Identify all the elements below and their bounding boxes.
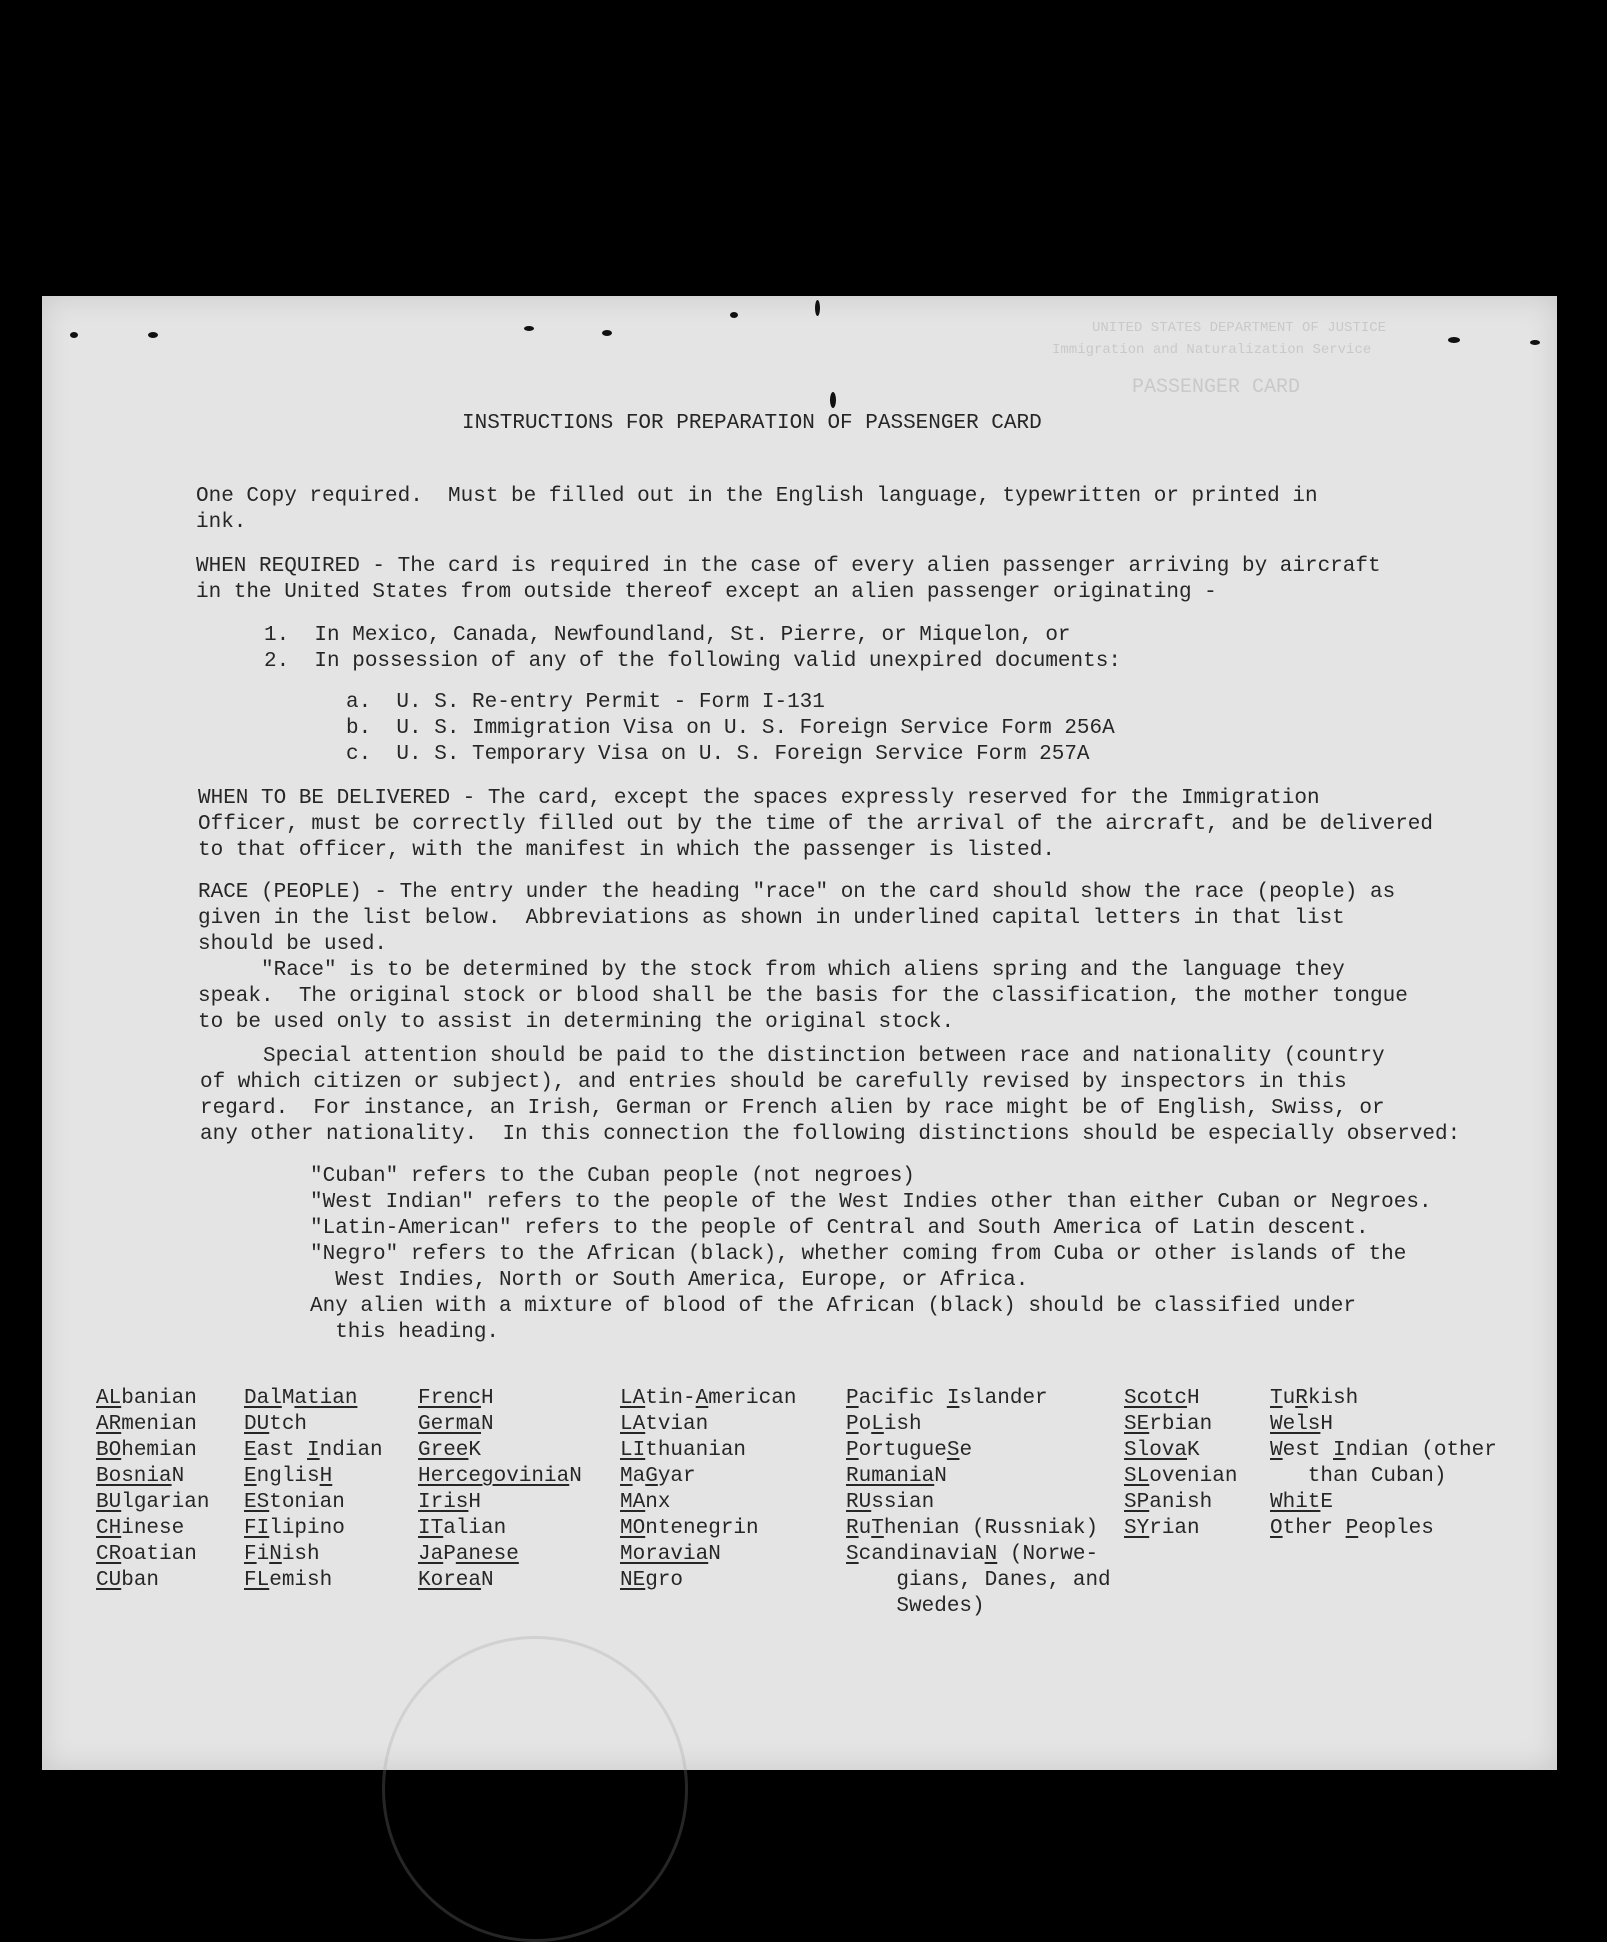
race-entry: FrencH	[418, 1387, 494, 1410]
bleed-through-text: Immigration and Naturalization Service	[1052, 342, 1372, 358]
race-entry: BosniaN	[96, 1465, 185, 1488]
race-column-3	[418, 1386, 582, 1594]
race-entry: Swedes)	[846, 1595, 985, 1618]
race-column-2	[244, 1386, 383, 1594]
race-entry: IrisH	[418, 1491, 482, 1514]
race-entry: FIlipino	[244, 1517, 345, 1540]
race-entry: BUlgarian	[96, 1491, 210, 1514]
race-entry: SLovenian	[1124, 1465, 1238, 1488]
documents-list: a. U. S. Re-entry Permit - Form I-131 b. U. S. Immigration Visa on U. S. Foreign Service Form 256A c. U. S. Temporary Visa on U. S. Foreign Service Form 257A	[346, 691, 1115, 766]
race-entry: LIthuanian	[620, 1439, 747, 1462]
race-entry: MaGyar	[620, 1465, 696, 1488]
race-entry: GermaN	[418, 1413, 494, 1436]
ink-speck	[70, 332, 78, 338]
race-entry: LAtvian	[620, 1413, 709, 1436]
ink-speck	[730, 312, 738, 318]
race-entry: Pacific Islander	[846, 1387, 1048, 1410]
ink-speck	[830, 392, 836, 408]
race-entry: EStonian	[244, 1491, 345, 1514]
race-entry: ScandinaviaN (Norwe-	[846, 1543, 1099, 1566]
race-entry: Other Peoples	[1270, 1517, 1434, 1540]
race-entry: KoreaN	[418, 1569, 494, 1592]
race-entry: CRoatian	[96, 1543, 197, 1566]
race-entry: PortugueSe	[846, 1439, 973, 1462]
race-entry: TuRkish	[1270, 1387, 1359, 1410]
document-title: INSTRUCTIONS FOR PREPARATION OF PASSENGER CARD	[462, 412, 1042, 435]
race-entry: DUtch	[244, 1413, 308, 1436]
race-entry: ITalian	[418, 1517, 507, 1540]
race-entry: EnglisH	[244, 1465, 333, 1488]
race-entry: BOhemian	[96, 1439, 197, 1462]
numbered-conditions: 1. In Mexico, Canada, Newfoundland, St. Pierre, or Miquelon, or 2. In possession of any of the following valid unexpired documents:	[264, 624, 1121, 673]
race-entry: SYrian	[1124, 1517, 1200, 1540]
race-entry: NEgro	[620, 1569, 684, 1592]
race-column-7	[1270, 1386, 1497, 1542]
race-paragraph: RACE (PEOPLE) - The entry under the heading "race" on the card should show the race (people) as given in the list below. Abbreviations as shown in underlined capital letters in that list should be used. "Race" is to be determined by the stock from which aliens spring and the language they speak. The original stock or blood shall be the basis for the classification, the mother tongue to be used only to assist in determining the original stock.	[198, 881, 1408, 1034]
race-entry: RumaniaN	[846, 1465, 947, 1488]
race-entry: SErbian	[1124, 1413, 1213, 1436]
race-entry: ALbanian	[96, 1387, 197, 1410]
race-column-6	[1124, 1386, 1237, 1542]
race-entry: WelsH	[1270, 1413, 1334, 1436]
race-column-1	[96, 1386, 209, 1594]
race-entry: SPanish	[1124, 1491, 1213, 1514]
special-attention-paragraph: Special attention should be paid to the distinction between race and nationality (country of which citizen or subject), and entries should be carefully revised by inspectors in this regard. For instance, an Irish, German or French alien by race might be of English, Swiss, or any other nationality. In this connection the following distinctions should be especially observed:	[200, 1045, 1461, 1146]
race-entry: East Indian	[244, 1439, 383, 1462]
ink-speck	[1530, 340, 1540, 345]
race-entry: West Indian (other	[1270, 1439, 1497, 1462]
race-entry: LAtin-American	[620, 1387, 797, 1410]
when-required-paragraph: WHEN REQUIRED - The card is required in the case of every alien passenger arriving by aircraft in the United States from outside thereof except an alien passenger originating -	[196, 555, 1381, 604]
intro-paragraph: One Copy required. Must be filled out in the English language, typewritten or printed in ink.	[196, 485, 1318, 534]
faded-stamp	[382, 1636, 688, 1942]
ink-speck	[524, 326, 534, 331]
race-entry: PoLish	[846, 1413, 922, 1436]
ink-speck	[1448, 337, 1460, 343]
race-entry: ScotcH	[1124, 1387, 1200, 1410]
race-entry: JaPanese	[418, 1543, 519, 1566]
ink-speck	[148, 332, 158, 338]
race-column-5	[846, 1386, 1111, 1620]
race-entry: than Cuban)	[1270, 1465, 1447, 1488]
race-entry: HercegoviniaN	[418, 1465, 582, 1488]
race-entry: GreeK	[418, 1439, 482, 1462]
race-entry: gians, Danes, and	[846, 1569, 1111, 1592]
bleed-through-text: UNITED STATES DEPARTMENT OF JUSTICE	[1092, 320, 1387, 336]
race-entry: CUban	[96, 1569, 160, 1592]
race-entry: SlovaK	[1124, 1439, 1200, 1462]
race-entry: RUssian	[846, 1491, 935, 1514]
race-entry: WhitE	[1270, 1491, 1334, 1514]
distinctions-list: "Cuban" refers to the Cuban people (not negroes) "West Indian" refers to the people of the West Indies other than either Cuban or Negroes. "Latin-American" refers to the people of Central and South America of Latin descent. "Negro" refers to the African (black), whether coming from Cuba or other islands of the West Indies, North or South America, Europe, or Africa. Any alien with a mixture of blood of the African (black) should be classified under this heading.	[310, 1165, 1432, 1344]
race-entry: MoraviaN	[620, 1543, 721, 1566]
race-entry: RuThenian (Russniak)	[846, 1517, 1099, 1540]
race-entry: FiNish	[244, 1543, 320, 1566]
race-column-4	[620, 1386, 796, 1594]
bleed-through-text: PASSENGER CARD	[1132, 376, 1301, 399]
race-entry: FLemish	[244, 1569, 333, 1592]
race-entry: CHinese	[96, 1517, 185, 1540]
when-delivered-paragraph: WHEN TO BE DELIVERED - The card, except the spaces expressly reserved for the Immigration Officer, must be correctly filled out by the time of the arrival of the aircraft, and be delivered to that officer, with the manifest in which the passenger is listed.	[198, 787, 1434, 862]
race-entry: MAnx	[620, 1491, 671, 1514]
race-entry: DalMatian	[244, 1387, 358, 1410]
ink-speck	[815, 300, 820, 316]
race-entry: MOntenegrin	[620, 1517, 759, 1540]
ink-speck	[602, 330, 612, 336]
race-entry: ARmenian	[96, 1413, 197, 1436]
